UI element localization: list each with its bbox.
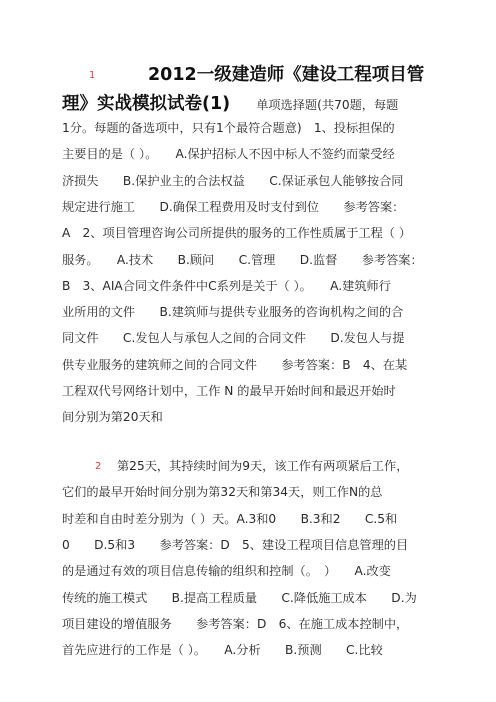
text-line: 服务。 A.技术 B.顾问 C.管理 D.监督 参考答案：	[62, 252, 423, 267]
text-line: 1分。每题的备选项中，只有1个最符合题意) 1、投标担保的	[62, 121, 395, 135]
text-line: 间分别为第20天和	[62, 410, 163, 425]
text-line: 项目建设的增值服务 参考答案：D 6、在施工成本控制中，	[62, 616, 409, 631]
text-line: 同文件 C.发包人与承包人之间的合同文件 D.发包人与提	[62, 331, 405, 346]
text-line: 供专业服务的建筑师之间的合同文件 参考答案：B 4、在某	[62, 357, 408, 372]
paragraph-number-1: 1	[89, 70, 96, 81]
text-line: 传统的施工模式 B.提高工程质量 C.降低施工成本 D.为	[62, 590, 417, 605]
text-line: 它们的最早开始时间分别为第32天和第34天，则工作N的总	[62, 485, 383, 500]
text-line: 首先应进行的工作是（ ）。 A.分析 B.预测 C.比较	[62, 643, 383, 658]
text-line: 工程双代号网络计划中，工作 N 的最早开始时间和最迟开始时	[62, 384, 396, 398]
text-line: 济损失 B.保护业主的合法权益 C.保证承包人能够按合同	[62, 173, 404, 188]
text-line: 规定进行施工 D.确保工程费用及时支付到位 参考答案：	[62, 199, 405, 214]
text-line: 业所用的文件 B.建筑师与提供专业服务的咨询机构之间的合	[62, 305, 404, 320]
text-line: 主要目的是（ ）。 A.保护招标人不因中标人不签约而蒙受经	[62, 147, 395, 162]
text-line: A 2、项目管理咨询公司所提供的服务的工作性质属于工程（ ）	[62, 226, 412, 241]
text-line: 0 D.5和3 参考答案：D 5、建设工程项目信息管理的目	[62, 537, 409, 552]
paragraph-number-2: 2	[95, 461, 102, 472]
document-title-line-1: 2012一级建造师《建设工程项目管	[148, 65, 425, 85]
document-title-line-2	[62, 92, 398, 117]
section-heading: 单项选择题(共70题，每题	[256, 98, 399, 112]
text-line: 第25天，其持续时间为9天，该工作有两项紧后工作，	[117, 459, 409, 473]
text-line: 的是通过有效的项目信息传输的组织和控制（。 ） A.改变	[62, 564, 391, 579]
text-line: 时差和自由时差分别为（ ）天。A.3和0 B.3和2 C.5和	[62, 511, 398, 526]
text-line: B 3、AIA合同文件条件中C系列是关于（ ）。 A.建筑师行	[62, 278, 391, 293]
document-title-line-2-text: 理》实战模拟试卷(1)	[62, 94, 231, 114]
